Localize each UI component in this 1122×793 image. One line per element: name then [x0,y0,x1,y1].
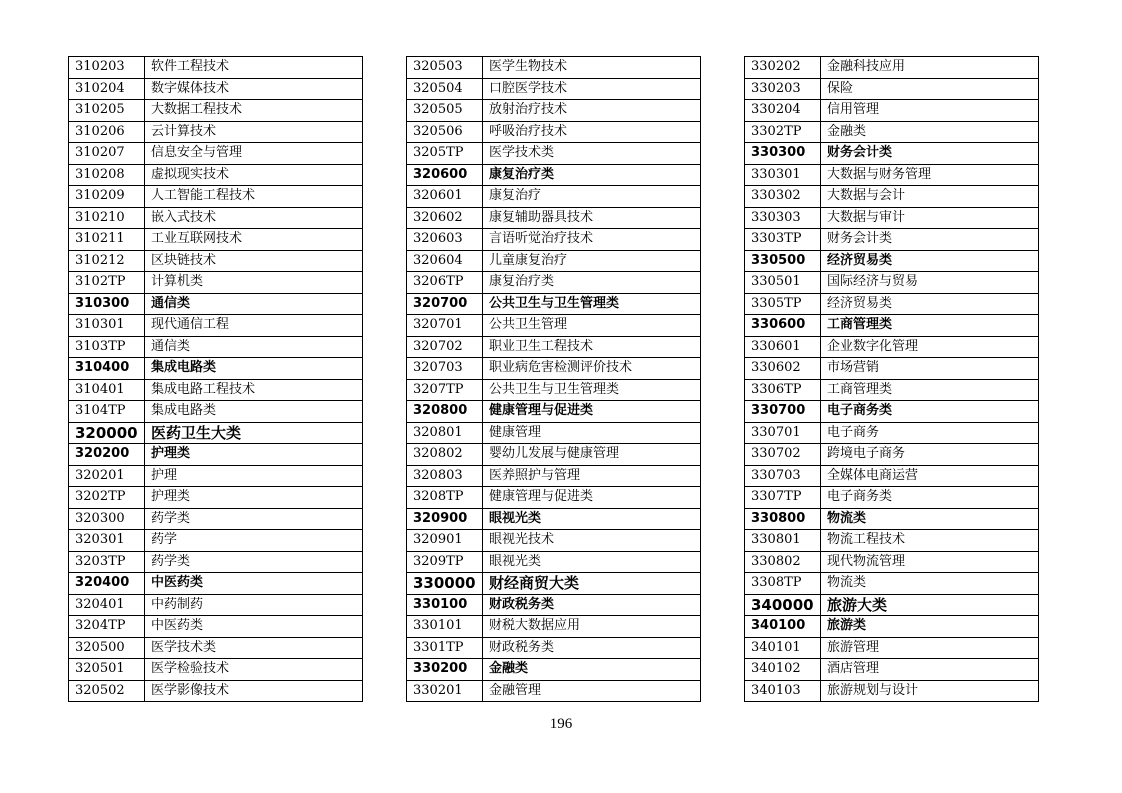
major-code-cell: 330700 [745,401,821,423]
major-name-cell: 呼吸治疗技术 [483,121,701,143]
major-code-cell: 320506 [407,121,483,143]
major-code-cell: 320300 [69,508,145,530]
major-name-cell: 旅游规划与设计 [821,680,1039,702]
table-row [745,164,1039,186]
table-row [69,336,363,358]
table-row [69,401,363,423]
major-code-cell: 320201 [69,465,145,487]
major-code-cell: 3103TP [69,336,145,358]
table-row [69,143,363,165]
major-code-cell: 320603 [407,229,483,251]
major-code-cell: 3208TP [407,487,483,509]
major-code-cell: 3104TP [69,401,145,423]
table-row [407,186,701,208]
table-row [745,401,1039,423]
major-name-cell: 公共卫生与卫生管理类 [483,379,701,401]
major-name-cell: 护理类 [145,444,363,466]
major-name-cell: 工业互联网技术 [145,229,363,251]
table-row [745,121,1039,143]
table-row [745,508,1039,530]
table-row [407,121,701,143]
major-code-cell: 330600 [745,315,821,337]
major-name-cell: 医养照护与管理 [483,465,701,487]
major-code-cell: 330703 [745,465,821,487]
table-row [407,379,701,401]
major-code-cell: 340000 [745,594,821,616]
major-name-cell: 电子商务 [821,422,1039,444]
major-name-cell: 金融管理 [483,680,701,702]
major-code-cell: 310207 [69,143,145,165]
major-code-cell: 310400 [69,358,145,380]
major-code-cell: 320301 [69,530,145,552]
major-code-cell: 320604 [407,250,483,272]
major-name-cell: 大数据与审计 [821,207,1039,229]
table-row [69,551,363,573]
table-row [407,637,701,659]
table-row [69,637,363,659]
major-name-cell: 儿童康复治疗 [483,250,701,272]
major-code-cell: 320601 [407,186,483,208]
major-name-cell: 眼视光技术 [483,530,701,552]
major-code-cell: 310210 [69,207,145,229]
table-row [407,358,701,380]
major-name-cell: 中医药类 [145,573,363,595]
major-name-cell: 医学检验技术 [145,659,363,681]
major-name-cell: 信用管理 [821,100,1039,122]
table-row [407,680,701,702]
table-row [745,594,1039,616]
table-row [407,143,701,165]
table-row [407,444,701,466]
major-code-cell: 330501 [745,272,821,294]
major-code-cell: 320505 [407,100,483,122]
table-row [407,164,701,186]
table-row [69,530,363,552]
major-code-cell: 330801 [745,530,821,552]
table-row [745,186,1039,208]
major-name-cell: 云计算技术 [145,121,363,143]
table-row [407,422,701,444]
table-row [69,250,363,272]
major-code-cell: 330202 [745,57,821,79]
major-name-cell: 药学类 [145,508,363,530]
table-row [407,551,701,573]
major-code-cell: 320503 [407,57,483,79]
table-row [69,594,363,616]
major-code-cell: 330204 [745,100,821,122]
major-name-cell: 集成电路类 [145,401,363,423]
table-row [407,594,701,616]
major-name-cell: 康复辅助器具技术 [483,207,701,229]
table-row [745,680,1039,702]
major-code-cell: 3308TP [745,573,821,595]
major-table-column-2 [406,56,701,702]
major-table-column-1 [68,56,363,702]
major-name-cell: 中医药类 [145,616,363,638]
major-name-cell: 医学技术类 [483,143,701,165]
major-name-cell: 物流类 [821,573,1039,595]
major-name-cell: 旅游管理 [821,637,1039,659]
table-row [69,444,363,466]
table-row [407,616,701,638]
major-name-cell: 药学类 [145,551,363,573]
table-row [69,465,363,487]
major-code-cell: 310204 [69,78,145,100]
major-name-cell: 旅游大类 [821,594,1039,616]
major-code-cell: 310401 [69,379,145,401]
major-code-cell: 3305TP [745,293,821,315]
major-code-cell: 3207TP [407,379,483,401]
major-code-cell: 320901 [407,530,483,552]
major-code-cell: 330101 [407,616,483,638]
major-name-cell: 金融类 [821,121,1039,143]
major-name-cell: 虚拟现实技术 [145,164,363,186]
table-row [407,229,701,251]
major-code-cell: 330500 [745,250,821,272]
table-row [745,444,1039,466]
major-code-cell: 340103 [745,680,821,702]
major-table-column-3 [744,56,1039,702]
major-name-cell: 工商管理类 [821,379,1039,401]
major-name-cell: 嵌入式技术 [145,207,363,229]
major-name-cell: 医学生物技术 [483,57,701,79]
page-number: 196 [549,716,573,732]
major-code-cell: 330802 [745,551,821,573]
table-row [69,164,363,186]
major-code-cell: 330201 [407,680,483,702]
table-row [69,508,363,530]
major-name-cell: 公共卫生管理 [483,315,701,337]
table-row [745,272,1039,294]
table-row [745,659,1039,681]
major-code-cell: 330301 [745,164,821,186]
major-name-cell: 婴幼儿发展与健康管理 [483,444,701,466]
major-name-cell: 通信类 [145,336,363,358]
major-name-cell: 现代物流管理 [821,551,1039,573]
table-row [69,57,363,79]
major-name-cell: 软件工程技术 [145,57,363,79]
table-row [69,422,363,444]
table-row [407,573,701,595]
major-code-cell: 330000 [407,573,483,595]
major-name-cell: 护理 [145,465,363,487]
major-code-cell: 310206 [69,121,145,143]
major-name-cell: 金融科技应用 [821,57,1039,79]
major-code-cell: 310300 [69,293,145,315]
table-row [407,508,701,530]
table-row [69,186,363,208]
major-name-cell: 电子商务类 [821,487,1039,509]
table-row [69,121,363,143]
major-name-cell: 跨境电子商务 [821,444,1039,466]
table-row [745,465,1039,487]
major-code-cell: 320200 [69,444,145,466]
major-code-cell: 320504 [407,78,483,100]
table-row [69,229,363,251]
major-name-cell: 物流类 [821,508,1039,530]
major-code-cell: 310211 [69,229,145,251]
major-name-cell: 医学技术类 [145,637,363,659]
major-name-cell: 财经商贸大类 [483,573,701,595]
table-row [69,315,363,337]
major-code-cell: 320800 [407,401,483,423]
table-row [745,207,1039,229]
major-code-cell: 320702 [407,336,483,358]
major-name-cell: 金融类 [483,659,701,681]
major-name-cell: 财税大数据应用 [483,616,701,638]
major-code-cell: 3303TP [745,229,821,251]
table-row [745,379,1039,401]
major-code-cell: 320400 [69,573,145,595]
table-row [407,78,701,100]
major-code-cell: 3206TP [407,272,483,294]
major-code-cell: 3202TP [69,487,145,509]
major-code-cell: 3302TP [745,121,821,143]
table-row [69,272,363,294]
major-name-cell: 康复治疗 [483,186,701,208]
table-row [745,530,1039,552]
major-code-cell: 330701 [745,422,821,444]
major-name-cell: 酒店管理 [821,659,1039,681]
major-code-cell: 320900 [407,508,483,530]
table-row [407,401,701,423]
major-name-cell: 健康管理与促进类 [483,487,701,509]
major-name-cell: 企业数字化管理 [821,336,1039,358]
table-row [745,315,1039,337]
major-name-cell: 全媒体电商运营 [821,465,1039,487]
major-code-cell: 3203TP [69,551,145,573]
major-name-cell: 护理类 [145,487,363,509]
major-name-cell: 职业卫生工程技术 [483,336,701,358]
major-code-cell: 320000 [69,422,145,444]
table-row [407,530,701,552]
table-row [69,573,363,595]
major-name-cell: 经济贸易类 [821,250,1039,272]
table-row [745,573,1039,595]
major-code-cell: 3205TP [407,143,483,165]
major-code-cell: 3102TP [69,272,145,294]
major-code-cell: 320401 [69,594,145,616]
table-row [407,57,701,79]
table-row [745,637,1039,659]
major-name-cell: 信息安全与管理 [145,143,363,165]
major-name-cell: 财务会计类 [821,143,1039,165]
major-name-cell: 公共卫生与卫生管理类 [483,293,701,315]
major-code-cell: 310209 [69,186,145,208]
table-row [407,207,701,229]
major-name-cell: 医药卫生大类 [145,422,363,444]
major-code-cell: 3307TP [745,487,821,509]
table-row [69,78,363,100]
major-code-cell: 330203 [745,78,821,100]
major-name-cell: 国际经济与贸易 [821,272,1039,294]
major-code-cell: 310301 [69,315,145,337]
major-name-cell: 中药制药 [145,594,363,616]
major-code-cell: 310203 [69,57,145,79]
major-name-cell: 大数据工程技术 [145,100,363,122]
table-row [407,336,701,358]
major-name-cell: 口腔医学技术 [483,78,701,100]
major-code-cell: 3301TP [407,637,483,659]
table-row [69,358,363,380]
major-name-cell: 放射治疗技术 [483,100,701,122]
major-code-cell: 320602 [407,207,483,229]
major-name-cell: 物流工程技术 [821,530,1039,552]
major-name-cell: 财政税务类 [483,637,701,659]
major-code-cell: 3209TP [407,551,483,573]
major-name-cell: 康复治疗类 [483,164,701,186]
table-row [745,100,1039,122]
table-row [69,207,363,229]
major-name-cell: 职业病危害检测评价技术 [483,358,701,380]
table-row [69,379,363,401]
table-row [69,680,363,702]
table-row [69,659,363,681]
major-name-cell: 人工智能工程技术 [145,186,363,208]
major-code-cell: 310212 [69,250,145,272]
table-row [69,293,363,315]
table-row [69,616,363,638]
table-row [745,78,1039,100]
table-row [745,250,1039,272]
table-row [745,551,1039,573]
major-code-cell: 340101 [745,637,821,659]
table-row [745,487,1039,509]
major-name-cell: 言语听觉治疗技术 [483,229,701,251]
major-code-cell: 310208 [69,164,145,186]
major-code-cell: 330602 [745,358,821,380]
major-code-cell: 330300 [745,143,821,165]
major-code-cell: 340100 [745,616,821,638]
major-code-cell: 320803 [407,465,483,487]
table-row [745,57,1039,79]
major-name-cell: 电子商务类 [821,401,1039,423]
major-name-cell: 数字媒体技术 [145,78,363,100]
major-name-cell: 现代通信工程 [145,315,363,337]
major-name-cell: 康复治疗类 [483,272,701,294]
major-name-cell: 通信类 [145,293,363,315]
major-name-cell: 保险 [821,78,1039,100]
major-name-cell: 财务会计类 [821,229,1039,251]
major-name-cell: 工商管理类 [821,315,1039,337]
major-code-cell: 320703 [407,358,483,380]
major-code-cell: 3204TP [69,616,145,638]
major-code-cell: 330100 [407,594,483,616]
table-row [407,315,701,337]
table-row [745,616,1039,638]
major-code-cell: 320802 [407,444,483,466]
table-row [407,100,701,122]
major-code-cell: 330303 [745,207,821,229]
major-code-cell: 320501 [69,659,145,681]
major-name-cell: 财政税务类 [483,594,701,616]
table-row [407,487,701,509]
major-name-cell: 区块链技术 [145,250,363,272]
major-name-cell: 集成电路工程技术 [145,379,363,401]
major-code-cell: 330200 [407,659,483,681]
major-code-cell: 320700 [407,293,483,315]
table-row [407,659,701,681]
table-row [69,487,363,509]
major-name-cell: 集成电路类 [145,358,363,380]
major-name-cell: 大数据与会计 [821,186,1039,208]
major-name-cell: 计算机类 [145,272,363,294]
major-name-cell: 药学 [145,530,363,552]
table-row [745,358,1039,380]
table-row [745,336,1039,358]
table-row [407,293,701,315]
major-code-cell: 330800 [745,508,821,530]
table-row [407,250,701,272]
major-name-cell: 眼视光类 [483,551,701,573]
major-name-cell: 健康管理与促进类 [483,401,701,423]
major-name-cell: 眼视光类 [483,508,701,530]
major-code-cell: 340102 [745,659,821,681]
major-name-cell: 旅游类 [821,616,1039,638]
table-row [69,100,363,122]
major-name-cell: 大数据与财务管理 [821,164,1039,186]
major-code-cell: 320600 [407,164,483,186]
major-code-cell: 320502 [69,680,145,702]
major-code-cell: 330302 [745,186,821,208]
major-name-cell: 经济贸易类 [821,293,1039,315]
major-code-cell: 330702 [745,444,821,466]
major-name-cell: 市场营销 [821,358,1039,380]
table-row [407,272,701,294]
major-code-cell: 3306TP [745,379,821,401]
table-row [745,143,1039,165]
table-row [407,465,701,487]
table-row [745,293,1039,315]
major-code-cell: 330601 [745,336,821,358]
major-code-cell: 320500 [69,637,145,659]
major-code-cell: 320701 [407,315,483,337]
table-row [745,422,1039,444]
major-code-cell: 320801 [407,422,483,444]
major-name-cell: 健康管理 [483,422,701,444]
major-code-cell: 310205 [69,100,145,122]
table-row [745,229,1039,251]
major-name-cell: 医学影像技术 [145,680,363,702]
